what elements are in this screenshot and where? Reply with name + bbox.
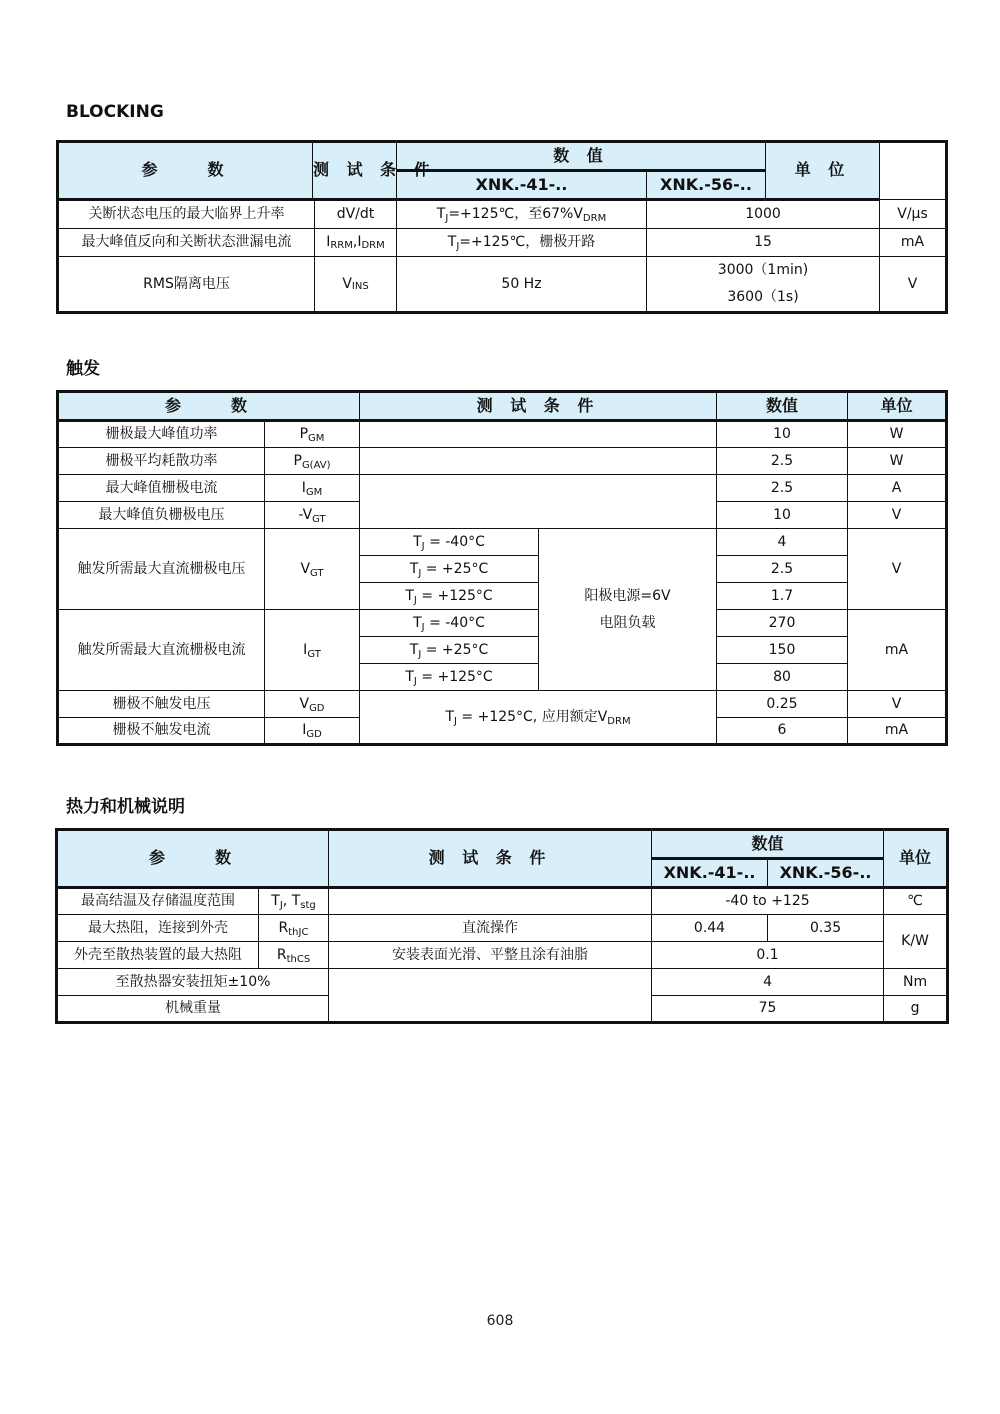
table-row [58, 529, 947, 556]
param-symbol: $I_{GM}$ [265, 475, 360, 502]
param-name: 栅极最大峰值功率 [58, 421, 265, 448]
section-title-blocking: BLOCKING [66, 102, 164, 122]
temp-condition: $T_J = +25^\circ C$ [360, 637, 539, 664]
param-symbol: $R_{thCS}$ [259, 942, 329, 969]
unit: K/W [884, 915, 948, 969]
header-param: 参 数 [58, 142, 313, 200]
header-condition: 测 试 条 件 [360, 392, 717, 421]
temp-condition: $T_J = +125^\circ C$ [360, 583, 539, 610]
param-name: 触发所需最大直流栅极电流 [58, 610, 265, 691]
param-symbol: V INS [342, 275, 369, 293]
param-name: 关断状态电压的最大临界上升率 [59, 201, 315, 228]
unit: mA [880, 229, 947, 257]
unit: A [848, 475, 947, 502]
table-row [58, 257, 947, 313]
param-symbol: $-V_{GT}$ [265, 502, 360, 529]
header-model-56: XNK.-56-.. [768, 859, 884, 888]
param-name: 触发所需最大直流栅极电压 [58, 529, 265, 610]
value: 6 [717, 718, 848, 745]
param-name: 栅极不触发电压 [58, 691, 265, 718]
value: 0.1 [652, 942, 884, 969]
table-row [58, 229, 947, 257]
test-condition: 直流操作 [329, 915, 652, 942]
unit: W [848, 421, 947, 448]
unit: V [848, 529, 947, 610]
value: 3000（1min) 3600（1s) [647, 257, 880, 313]
unit: W [848, 448, 947, 475]
value: 2.5 [717, 556, 848, 583]
header-param: 参 数 [58, 392, 360, 421]
param-name: 机械重量 [57, 996, 329, 1023]
test-condition: 50 Hz [397, 257, 647, 313]
test-condition [360, 475, 717, 529]
section-title-thermal: 热力和机械说明 [66, 797, 185, 817]
unit: mA [848, 718, 947, 745]
value: 15 [647, 229, 880, 257]
table-row [58, 691, 947, 718]
blocking-table [56, 140, 948, 314]
table-row [58, 448, 947, 475]
unit: V [848, 502, 947, 529]
header-unit: 单位 [884, 830, 948, 888]
table-row [57, 942, 948, 969]
param-symbol: $R_{thJC}$ [259, 915, 329, 942]
value: 2.5 [717, 448, 848, 475]
param-symbol: dV/dt [336, 206, 375, 223]
test-condition: $T_J = +125^\circ C$, 应用额定$V_{DRM}$ [360, 691, 717, 745]
header-param: 参 数 [57, 830, 329, 888]
param-symbol: $T_J$, $T_{stg}$ [259, 888, 329, 915]
param-name: 栅极不触发电流 [58, 718, 265, 745]
value: 10 [717, 421, 848, 448]
param-symbol: $P_{G(AV)}$ [265, 448, 360, 475]
table-row [57, 888, 948, 915]
param-symbol: $P_{GM}$ [265, 421, 360, 448]
value: 10 [717, 502, 848, 529]
unit: mA [848, 610, 947, 691]
test-condition: 安装表面光滑、平整且涂有油脂 [329, 942, 652, 969]
test-condition: $T_J=+125℃$，至$67\%V_{DRM}$ [397, 200, 647, 229]
param-name: 栅极平均耗散功率 [58, 448, 265, 475]
test-condition [329, 888, 652, 915]
value: 1.7 [717, 583, 848, 610]
header-value: 数 值 [397, 142, 766, 171]
temp-condition: $T_J = -40^\circ C$ [360, 610, 539, 637]
unit: V [848, 691, 947, 718]
trigger-table [56, 390, 948, 746]
param-symbol: $I_{GD}$ [265, 718, 360, 745]
temp-condition: $T_J = -40^\circ C$ [360, 529, 539, 556]
temp-condition: $T_J = +125^\circ C$ [360, 664, 539, 691]
header-value: 数值 [717, 392, 848, 421]
value: 4 [652, 969, 884, 996]
header-model-41: XNK.-41-.. [397, 171, 647, 200]
header-model-41: XNK.-41-.. [652, 859, 768, 888]
value-model-41: 0.44 [652, 915, 768, 942]
param-symbol: $V_{GD}$ [265, 691, 360, 718]
param-name: 最大峰值反向和关断状态泄漏电流 [59, 229, 315, 256]
param-name: 最大峰值负栅极电压 [58, 502, 265, 529]
header-unit: 单 位 [766, 142, 880, 200]
value: 2.5 [717, 475, 848, 502]
value: 1000 [647, 200, 880, 229]
param-name: 外壳至散热装置的最大热阻 [57, 942, 259, 969]
param-symbol: $I_{GT}$ [265, 610, 360, 691]
value: 0.25 [717, 691, 848, 718]
value: 4 [717, 529, 848, 556]
test-condition [329, 969, 652, 1023]
thermal-table [55, 828, 949, 1024]
test-condition [360, 448, 717, 475]
value: -40 to +125 [652, 888, 884, 915]
test-condition [360, 421, 717, 448]
unit: V [880, 257, 947, 313]
unit: g [884, 996, 948, 1023]
test-condition: $T_J=+125℃$，栅极开路 [397, 229, 647, 257]
table-row [58, 421, 947, 448]
param-name: 最大热阻，连接到外壳 [57, 915, 259, 942]
page-number: 608 [486, 1313, 514, 1329]
value: 75 [652, 996, 884, 1023]
header-model-56: XNK.-56-.. [647, 171, 766, 200]
table-row [58, 475, 947, 502]
value-model-56: 0.35 [768, 915, 884, 942]
section-title-trigger: 触发 [66, 359, 100, 379]
header-condition: 测 试 条 件 [313, 142, 397, 200]
value: 150 [717, 637, 848, 664]
unit: V/μs [880, 200, 947, 229]
table-row [57, 915, 948, 942]
table-row [57, 969, 948, 996]
table-row [58, 610, 947, 637]
param-name: RMS隔离电压 [59, 257, 315, 311]
param-name: 至散热器安装扭矩±10% [57, 969, 329, 996]
param-symbol: $V_{GT}$ [265, 529, 360, 610]
unit: Nm [884, 969, 948, 996]
unit: ℃ [884, 888, 948, 915]
value: 270 [717, 610, 848, 637]
temp-condition: $T_J = +25^\circ C$ [360, 556, 539, 583]
value: 80 [717, 664, 848, 691]
table-row [58, 200, 947, 229]
header-value: 数值 [652, 830, 884, 859]
param-name: 最大峰值栅极电流 [58, 475, 265, 502]
header-unit: 单位 [848, 392, 947, 421]
header-condition: 测 试 条 件 [329, 830, 652, 888]
supply-condition: 阳极电源=6V 电阻负载 [539, 529, 717, 691]
param-symbol: I RRM ,I DRM [326, 234, 385, 251]
param-name: 最高结温及存储温度范围 [57, 888, 259, 915]
